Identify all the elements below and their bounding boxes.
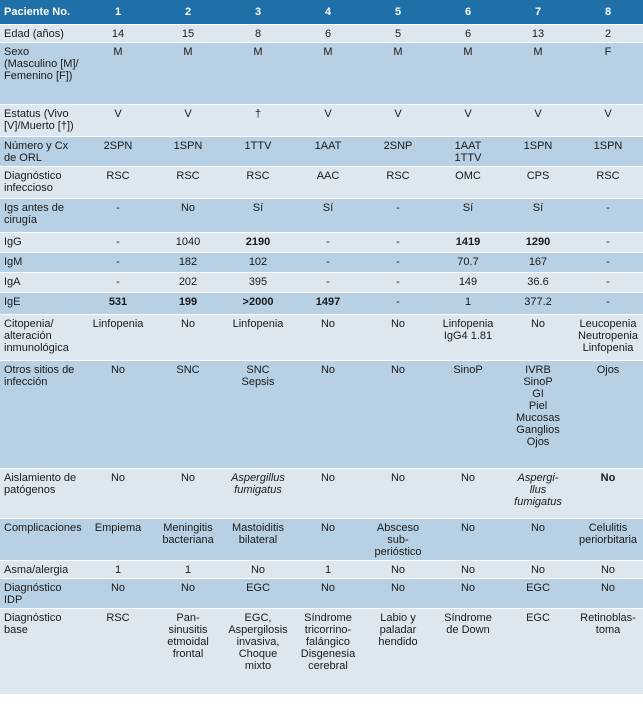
table-cell: SinoP bbox=[433, 361, 503, 469]
table-cell: 36.6 bbox=[503, 273, 573, 293]
table-cell: Síndrome tricorrino- falángico Disgenesia cerebral bbox=[293, 609, 363, 695]
table-cell: Celulitis periorbitaria bbox=[573, 519, 643, 561]
table-row bbox=[0, 609, 643, 695]
row-label: IgA bbox=[0, 273, 83, 293]
row-label: Sexo (Masculino [M]/ Femenino [F]) bbox=[0, 43, 83, 105]
table-cell: Mastoiditis bilateral bbox=[223, 519, 293, 561]
table-row bbox=[0, 233, 643, 253]
table-cell: 1SPN bbox=[153, 137, 223, 167]
table-cell: 1040 bbox=[153, 233, 223, 253]
row-label: IgM bbox=[0, 253, 83, 273]
table-cell: - bbox=[83, 273, 153, 293]
table-cell: 1AAT 1TTV bbox=[433, 137, 503, 167]
table-cell: 199 bbox=[153, 293, 223, 315]
table-cell: No bbox=[153, 199, 223, 233]
table-cell: Labio y paladar hendido bbox=[363, 609, 433, 695]
table-cell: - bbox=[83, 233, 153, 253]
table-cell: No bbox=[83, 579, 153, 609]
table-cell: No bbox=[223, 561, 293, 579]
table-cell: - bbox=[293, 273, 363, 293]
table-cell: V bbox=[293, 105, 363, 137]
row-label: Igs antes de cirugía bbox=[0, 199, 83, 233]
table-cell: EGC bbox=[223, 579, 293, 609]
table-cell: No bbox=[433, 579, 503, 609]
row-label: IgG bbox=[0, 233, 83, 253]
table-cell: 13 bbox=[503, 25, 573, 43]
table-cell: Ojos bbox=[573, 361, 643, 469]
table-cell: - bbox=[363, 253, 433, 273]
table-cell: No bbox=[573, 561, 643, 579]
table-cell: 102 bbox=[223, 253, 293, 273]
table-cell: CPS bbox=[503, 167, 573, 199]
table-cell: 8 bbox=[223, 25, 293, 43]
table-cell: 15 bbox=[153, 25, 223, 43]
table-row bbox=[0, 137, 643, 167]
row-label: Citopenia/ alteración inmunológica bbox=[0, 315, 83, 361]
table-cell: 1 bbox=[293, 561, 363, 579]
table-cell: 202 bbox=[153, 273, 223, 293]
table-cell: No bbox=[363, 361, 433, 469]
table-cell: No bbox=[293, 519, 363, 561]
table-cell: No bbox=[293, 579, 363, 609]
table-cell: 167 bbox=[503, 253, 573, 273]
table-cell: 1290 bbox=[503, 233, 573, 253]
header-patient-6: 6 bbox=[433, 0, 503, 25]
table-cell: - bbox=[83, 253, 153, 273]
table-cell: Sí bbox=[223, 199, 293, 233]
table-cell: - bbox=[363, 199, 433, 233]
table-cell: 2190 bbox=[223, 233, 293, 253]
header-patient-8: 8 bbox=[573, 0, 643, 25]
table-cell: No bbox=[363, 561, 433, 579]
table-cell: No bbox=[433, 469, 503, 519]
table-cell: 6 bbox=[293, 25, 363, 43]
table-cell: Linfopenia bbox=[83, 315, 153, 361]
table-cell: No bbox=[503, 315, 573, 361]
table-cell: V bbox=[433, 105, 503, 137]
row-label: Número y Cx de ORL bbox=[0, 137, 83, 167]
table-cell: - bbox=[363, 233, 433, 253]
table-cell: 5 bbox=[363, 25, 433, 43]
table-cell: Aspergillus fumigatus bbox=[223, 469, 293, 519]
table-cell: † bbox=[223, 105, 293, 137]
table-cell: 1497 bbox=[293, 293, 363, 315]
table-cell: No bbox=[503, 519, 573, 561]
table-cell: - bbox=[573, 253, 643, 273]
header-patient-4: 4 bbox=[293, 0, 363, 25]
table-row bbox=[0, 361, 643, 469]
table-cell: - bbox=[293, 233, 363, 253]
table-cell: EGC bbox=[503, 579, 573, 609]
row-label: Estatus (Vivo [V]/Muerto [†]) bbox=[0, 105, 83, 137]
table-cell: - bbox=[83, 199, 153, 233]
table-cell: Linfopenia bbox=[223, 315, 293, 361]
table-cell: No bbox=[83, 469, 153, 519]
table-cell: OMC bbox=[433, 167, 503, 199]
table-row bbox=[0, 519, 643, 561]
table-cell: 1SPN bbox=[573, 137, 643, 167]
header-row bbox=[0, 0, 643, 25]
table-cell: M bbox=[153, 43, 223, 105]
table-cell: Sí bbox=[433, 199, 503, 233]
table-cell: F bbox=[573, 43, 643, 105]
table-cell: M bbox=[503, 43, 573, 105]
table-cell: No bbox=[153, 469, 223, 519]
table-cell: V bbox=[153, 105, 223, 137]
table-row bbox=[0, 293, 643, 315]
table-cell: No bbox=[433, 519, 503, 561]
header-patient-1: 1 bbox=[83, 0, 153, 25]
table-cell: V bbox=[503, 105, 573, 137]
table-cell: 1 bbox=[433, 293, 503, 315]
table-cell: RSC bbox=[363, 167, 433, 199]
table-cell: EGC bbox=[503, 609, 573, 695]
table-cell: No bbox=[573, 579, 643, 609]
table-cell: 1AAT bbox=[293, 137, 363, 167]
table-cell: V bbox=[83, 105, 153, 137]
table-cell: No bbox=[433, 561, 503, 579]
table-row bbox=[0, 199, 643, 233]
table-cell: No bbox=[153, 315, 223, 361]
table-cell: RSC bbox=[83, 167, 153, 199]
table-cell: Pan- sinusitis etmoidal frontal bbox=[153, 609, 223, 695]
table-cell: No bbox=[363, 579, 433, 609]
table-row bbox=[0, 105, 643, 137]
table-cell: 1TTV bbox=[223, 137, 293, 167]
row-label: Complicaciones bbox=[0, 519, 83, 561]
table-cell: M bbox=[293, 43, 363, 105]
table-cell: Leucopenia Neutropenia Linfopenia bbox=[573, 315, 643, 361]
table-cell: Linfopenia IgG4 1.81 bbox=[433, 315, 503, 361]
table-cell: RSC bbox=[223, 167, 293, 199]
table-cell: 6 bbox=[433, 25, 503, 43]
table-cell: - bbox=[573, 293, 643, 315]
table-cell: M bbox=[433, 43, 503, 105]
table-cell: Aspergi- llus fumigatus bbox=[503, 469, 573, 519]
row-label: IgE bbox=[0, 293, 83, 315]
table-cell: - bbox=[573, 233, 643, 253]
table-cell: 1SPN bbox=[503, 137, 573, 167]
header-patient-2: 2 bbox=[153, 0, 223, 25]
table-cell: No bbox=[503, 561, 573, 579]
table-cell: - bbox=[573, 273, 643, 293]
table-cell: No bbox=[363, 469, 433, 519]
table-cell: No bbox=[293, 469, 363, 519]
table-cell: - bbox=[293, 253, 363, 273]
table-row bbox=[0, 253, 643, 273]
table-cell: No bbox=[83, 361, 153, 469]
table-cell: No bbox=[293, 315, 363, 361]
table-cell: Retinoblas- toma bbox=[573, 609, 643, 695]
table-cell: M bbox=[363, 43, 433, 105]
table-cell: RSC bbox=[83, 609, 153, 695]
table-cell: - bbox=[573, 199, 643, 233]
table-cell: 1 bbox=[153, 561, 223, 579]
table-cell: IVRB SinoP GI Piel Mucosas Ganglios Ojos bbox=[503, 361, 573, 469]
table-cell: EGC, Aspergilosis invasiva, Choque mixto bbox=[223, 609, 293, 695]
table-cell: Síndrome de Down bbox=[433, 609, 503, 695]
table-cell: Absceso sub- perióstico bbox=[363, 519, 433, 561]
table-cell: 70.7 bbox=[433, 253, 503, 273]
table-cell: No bbox=[363, 315, 433, 361]
row-label: Edad (años) bbox=[0, 25, 83, 43]
row-label: Diagnóstico base bbox=[0, 609, 83, 695]
table-row bbox=[0, 43, 643, 105]
table-row bbox=[0, 25, 643, 43]
table-cell: 2SPN bbox=[83, 137, 153, 167]
table-cell: SNC bbox=[153, 361, 223, 469]
table-cell: AAC bbox=[293, 167, 363, 199]
table-cell: 1 bbox=[83, 561, 153, 579]
table-row bbox=[0, 167, 643, 199]
table-cell: 14 bbox=[83, 25, 153, 43]
table-cell: SNC Sepsis bbox=[223, 361, 293, 469]
table-cell: M bbox=[223, 43, 293, 105]
table-cell: Sí bbox=[503, 199, 573, 233]
table-cell: - bbox=[363, 293, 433, 315]
table-cell: >2000 bbox=[223, 293, 293, 315]
table-row bbox=[0, 579, 643, 609]
row-label: Otros sitios de infección bbox=[0, 361, 83, 469]
table-cell: 2SNP bbox=[363, 137, 433, 167]
table-row bbox=[0, 469, 643, 519]
table-cell: RSC bbox=[153, 167, 223, 199]
table-cell: V bbox=[363, 105, 433, 137]
table-cell: - bbox=[363, 273, 433, 293]
table-cell: RSC bbox=[573, 167, 643, 199]
table-cell: 149 bbox=[433, 273, 503, 293]
table-cell: No bbox=[573, 469, 643, 519]
header-patient-5: 5 bbox=[363, 0, 433, 25]
header-patient-7: 7 bbox=[503, 0, 573, 25]
table-cell: Empiema bbox=[83, 519, 153, 561]
table-cell: No bbox=[293, 361, 363, 469]
table-cell: 531 bbox=[83, 293, 153, 315]
table-cell: No bbox=[153, 579, 223, 609]
header-label: Paciente No. bbox=[0, 0, 83, 25]
table-cell: Sí bbox=[293, 199, 363, 233]
table-cell: M bbox=[83, 43, 153, 105]
header-patient-3: 3 bbox=[223, 0, 293, 25]
table-cell: 2 bbox=[573, 25, 643, 43]
table-cell: Meningitis bacteriana bbox=[153, 519, 223, 561]
row-label: Diagnóstico IDP bbox=[0, 579, 83, 609]
table-cell: 377.2 bbox=[503, 293, 573, 315]
table-body bbox=[0, 25, 643, 695]
table-row bbox=[0, 273, 643, 293]
table-cell: V bbox=[573, 105, 643, 137]
table-cell: 395 bbox=[223, 273, 293, 293]
table-cell: 182 bbox=[153, 253, 223, 273]
row-label: Asma/alergia bbox=[0, 561, 83, 579]
row-label: Aislamiento de patógenos bbox=[0, 469, 83, 519]
table-cell: 1419 bbox=[433, 233, 503, 253]
table-row bbox=[0, 315, 643, 361]
row-label: Diagnóstico infeccioso bbox=[0, 167, 83, 199]
table-row bbox=[0, 561, 643, 579]
